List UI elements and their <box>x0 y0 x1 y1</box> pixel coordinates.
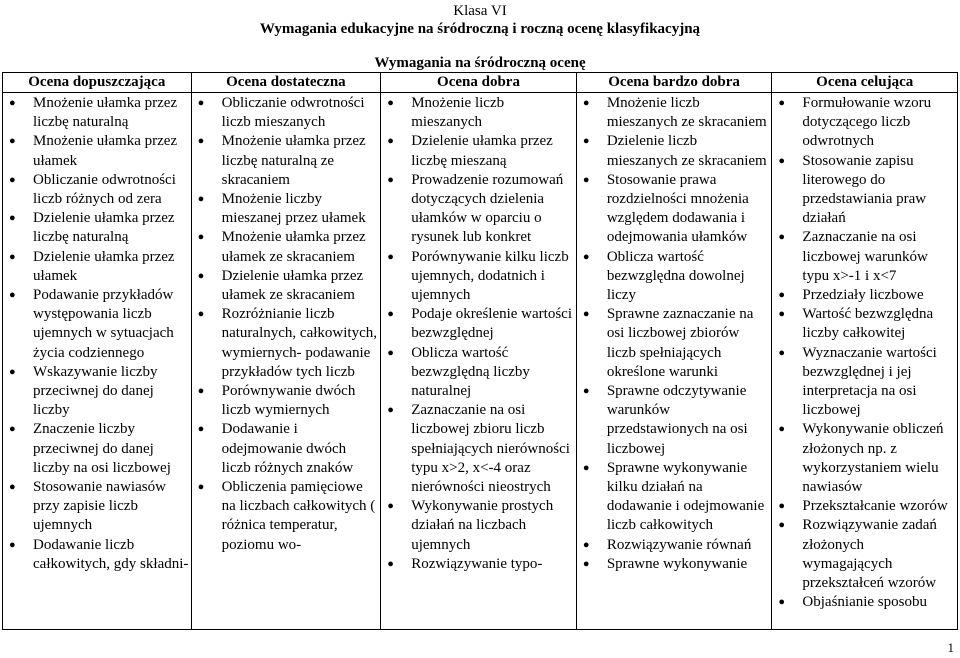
list-item: ● Mnożenie ułamka przez liczbę naturalną ze skracaniem <box>194 132 379 190</box>
list-item: ● Oblicza wartość bezwzględna dowolnej liczy <box>579 248 770 306</box>
list-item: ● Obliczanie odwrotności liczb różnych od zera <box>5 171 189 209</box>
list-item: ● Dzielenie ułamka przez liczbę naturalną <box>5 209 189 247</box>
list-item: ● Przekształcanie wzorów <box>774 497 955 516</box>
list-item: ● Rozróżnianie liczb naturalnych, całkowitych, wymiernych- podawanie przykładów tych liczb <box>194 305 379 382</box>
bullet-list <box>194 94 379 555</box>
list-item: ● Porównywanie kilku liczb ujemnych, dodatnich i ujemnych <box>383 248 574 306</box>
list-item: ● Prowadzenie rozumowań dotyczących dzielenia ułamków w oparciu o rysunek lub konkret <box>383 171 574 248</box>
page-number: 1 <box>947 640 954 655</box>
list-item: ● Wyznaczanie wartości bezwzględnej i jej interpretacja na osi liczbowej <box>774 344 955 421</box>
column-cell <box>381 93 577 629</box>
list-item: ● Dzielenie ułamka przez ułamek <box>5 248 189 286</box>
list-item: ● Mnożenie ułamka przez ułamek ze skracaniem <box>194 228 379 266</box>
list-item: ● Formułowanie wzoru dotyczącego liczb odwrotnych <box>774 94 955 152</box>
table-body-row <box>2 92 958 630</box>
list-item: ● Przedziały liczbowe <box>774 286 955 305</box>
list-item: ● Sprawne wykonywanie kilku działań na dodawanie i odejmowanie liczb całkowitych <box>579 459 770 536</box>
column-cell <box>192 93 382 629</box>
column-header-dostateczna: Ocena dostateczna <box>192 73 382 92</box>
class-label: Klasa VI <box>453 3 507 19</box>
list-item: ● Sprawne wykonywanie <box>579 555 770 574</box>
list-item: ● Sprawne zaznaczanie na osi liczbowej zbiorów liczb spełniających określone warunki <box>579 305 770 382</box>
list-item: ● Mnożenie liczb mieszanych ze skracaniem <box>579 94 770 132</box>
list-item: ● Dzielenie ułamka przez ułamek ze skracaniem <box>194 267 379 305</box>
list-item: ● Objaśnianie sposobu <box>774 593 955 612</box>
list-item: ● Podawanie przykładów występowania liczb ujemnych w sytuacjach życia codziennego <box>5 286 189 363</box>
list-item: ● Stosowanie prawa rozdzielności mnożenia względem dodawania i odejmowania ułamków <box>579 171 770 248</box>
bullet-list <box>383 94 574 574</box>
column-header-dobra: Ocena dobra <box>381 73 577 92</box>
list-item: ● Zaznaczanie na osi liczbowej warunków typu x>-1 i x<7 <box>774 228 955 286</box>
list-item: ● Dodawanie liczb całkowitych, gdy składni- <box>5 536 189 574</box>
document-title: Wymagania edukacyjne na śródroczną i roczną ocenę klasyfikacyjną <box>259 21 701 37</box>
column-cell <box>772 93 957 629</box>
list-item: ● Znaczenie liczby przeciwnej do danej liczby na osi liczbowej <box>5 420 189 478</box>
requirements-table <box>2 72 958 630</box>
list-item: ● Stosowanie nawiasów przy zapisie liczb ujemnych <box>5 478 189 536</box>
list-item: ● Mnożenie liczb mieszanych <box>383 94 574 132</box>
list-item: ● Rozwiązywanie równań <box>579 536 770 555</box>
column-cell <box>577 93 773 629</box>
column-cell <box>3 93 192 629</box>
list-item: ● Obliczanie odwrotności liczb mieszanych <box>194 94 379 132</box>
list-item: ● Zaznaczanie na osi liczbowej zbioru liczb spełniających nierówności typu x>2, x<-4 oraz nierówności nieostrych <box>383 401 574 497</box>
list-item: ● Wskazywanie liczby przeciwnej do danej liczby <box>5 363 189 421</box>
bullet-list <box>579 94 770 574</box>
list-item: ● Dodawanie i odejmowanie dwóch liczb różnych znaków <box>194 420 379 478</box>
table-header-row <box>2 72 958 92</box>
list-item: ● Rozwiązywanie zadań złożonych wymagających przekształceń wzorów <box>774 516 955 593</box>
bullet-list <box>774 94 955 612</box>
list-item: ● Stosowanie zapisu literowego do przedstawiania praw działań <box>774 152 955 229</box>
list-item: ● Sprawne odczytywanie warunków przedstawionych na osi liczbowej <box>579 382 770 459</box>
section-title: Wymagania na śródroczną ocenę <box>374 55 586 71</box>
list-item: ● Dzielenie liczb mieszanych ze skracaniem <box>579 132 770 170</box>
list-item: ● Podaje określenie wartości bezwzględnej <box>383 305 574 343</box>
list-item: ● Mnożenie liczby mieszanej przez ułamek <box>194 190 379 228</box>
bullet-list <box>5 94 189 574</box>
list-item: ● Obliczenia pamięciowe na liczbach całkowitych ( różnica temperatur, poziomu wo- <box>194 478 379 555</box>
column-header-celujaca: Ocena celująca <box>816 74 914 90</box>
list-item: ● Dzielenie ułamka przez liczbę mieszaną <box>383 132 574 170</box>
list-item: ● Mnożenie ułamka przez liczbę naturalną <box>5 94 189 132</box>
column-header-bardzo-dobra: Ocena bardzo dobra <box>577 73 773 92</box>
list-item: ● Wartość bezwzględna liczby całkowitej <box>774 305 955 343</box>
list-item: ● Porównywanie dwóch liczb wymiernych <box>194 382 379 420</box>
list-item: ● Wykonywanie prostych działań na liczbach ujemnych <box>383 497 574 555</box>
list-item: ● Rozwiązywanie typo- <box>383 555 574 574</box>
list-item: ● Mnożenie ułamka przez ułamek <box>5 132 189 170</box>
list-item: ● Oblicza wartość bezwzględną liczby naturalnej <box>383 344 574 402</box>
column-header-dopuszczajaca: Ocena dopuszczająca <box>3 73 192 92</box>
list-item: ● Wykonywanie obliczeń złożonych np. z wykorzystaniem wielu nawiasów <box>774 420 955 497</box>
